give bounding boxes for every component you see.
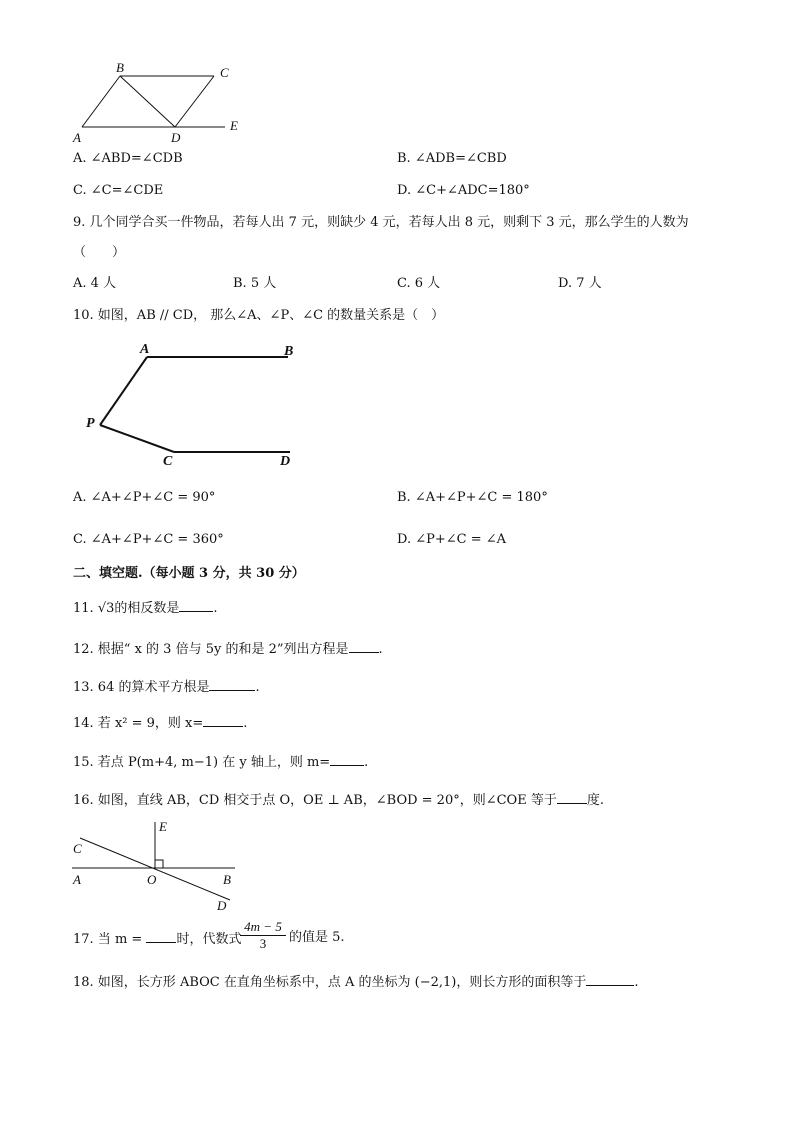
q10-option-a: A. ∠A+∠P+∠C = 90° [73, 490, 216, 505]
q15-text: 15. 若点 P(m+4, m−1) 在 y 轴上，则 m= [73, 755, 331, 770]
q9-option-a: A. 4 人 [73, 276, 117, 291]
q12-end: . [378, 642, 383, 657]
q18-answer-blank[interactable] [586, 973, 634, 986]
q10-option-b: B. ∠A+∠P+∠C = 180° [397, 490, 548, 505]
q8-option-c: C. ∠C=∠CDE [73, 183, 164, 198]
q9-option-c: C. 6 人 [397, 276, 441, 291]
q17 [73, 930, 241, 948]
q14-text: 14. 若 x² = 9，则 x= [73, 716, 204, 731]
q17-denominator: 3 [259, 936, 267, 951]
q9-option-b: B. 5 人 [233, 276, 277, 291]
fig2-label-p: P [86, 416, 95, 431]
q9-paren: （ ） [73, 245, 126, 260]
q17-end: 的值是 5. [289, 930, 345, 945]
fig1-label-b: B [116, 60, 124, 75]
q16-text: 16. 如图，直线 AB，CD 相交于点 O，OE ⊥ AB，∠BOD = 20°，则∠COE 等于 [73, 793, 557, 808]
q11-num: 11. [73, 601, 94, 616]
fig3-label-c: C [73, 841, 82, 856]
fig2-label-a: A [140, 342, 150, 357]
q8-option-a: A. ∠ABD=∠CDB [73, 151, 183, 166]
q9-option-d: D. 7 人 [558, 276, 602, 291]
q8-option-d: D. ∠C+∠ADC=180° [397, 183, 530, 198]
fig3-label-o: O [147, 872, 157, 887]
q18-end: . [634, 975, 639, 990]
q17-answer-blank[interactable] [146, 930, 176, 943]
q9-stem: 9. 几个同学合买一件物品，若每人出 7 元，则缺少 4 元，若每人出 8 元，则剩下 3 元，那么学生的人数为 [73, 215, 689, 230]
q17-fraction [240, 919, 286, 952]
fig2-label-d: D [280, 454, 291, 469]
fig1-label-a: A [73, 130, 81, 145]
q10-stem: 10. 如图，AB // CD， 那么∠A、∠P、∠C 的数量关系是（ ） [73, 308, 445, 323]
q18-text: 18. 如图，长方形 ABOC 在直角坐标系中，点 A 的坐标为 (−2,1)，则长方形的面积等于 [73, 975, 587, 990]
fig3-label-a: A [73, 872, 81, 887]
q13-text: 13. 64 的算术平方根是 [73, 680, 210, 695]
q11-end: . [213, 601, 218, 616]
fig1-label-e: E [230, 118, 238, 133]
q10-option-d: D. ∠P+∠C = ∠A [397, 532, 507, 547]
q17-mid: 时，代数式 [176, 932, 242, 947]
q13-end: . [255, 680, 260, 695]
q16-end: 度. [586, 793, 604, 808]
fig3-label-e: E [159, 819, 167, 834]
q17-pre: 17. 当 m = [73, 932, 143, 947]
q11-text: 的相反数是 [114, 601, 180, 616]
fig2-label-b: B [284, 344, 294, 359]
q15-end: . [364, 755, 369, 770]
q17-numerator: 4m − 5 [240, 919, 286, 936]
q8-option-b: B. ∠ADB=∠CBD [397, 151, 507, 166]
fig3-label-b: B [223, 872, 231, 887]
section-title: 二、填空题.（每小题 3 分，共 30 分） [73, 566, 305, 581]
fig1-label-d: D [171, 130, 181, 145]
q18 [73, 973, 639, 991]
fig3-label-d: D [217, 898, 227, 913]
fig1-label-c: C [220, 65, 229, 80]
q12-text: 12. 根据“ x 的 3 倍与 5y 的和是 2”列出方程是 [73, 642, 349, 657]
q14-end: . [243, 716, 248, 731]
q10-option-c: C. ∠A+∠P+∠C = 360° [73, 532, 224, 547]
q11-sqrt: √3 [97, 601, 115, 616]
fig2-label-c: C [163, 454, 173, 469]
